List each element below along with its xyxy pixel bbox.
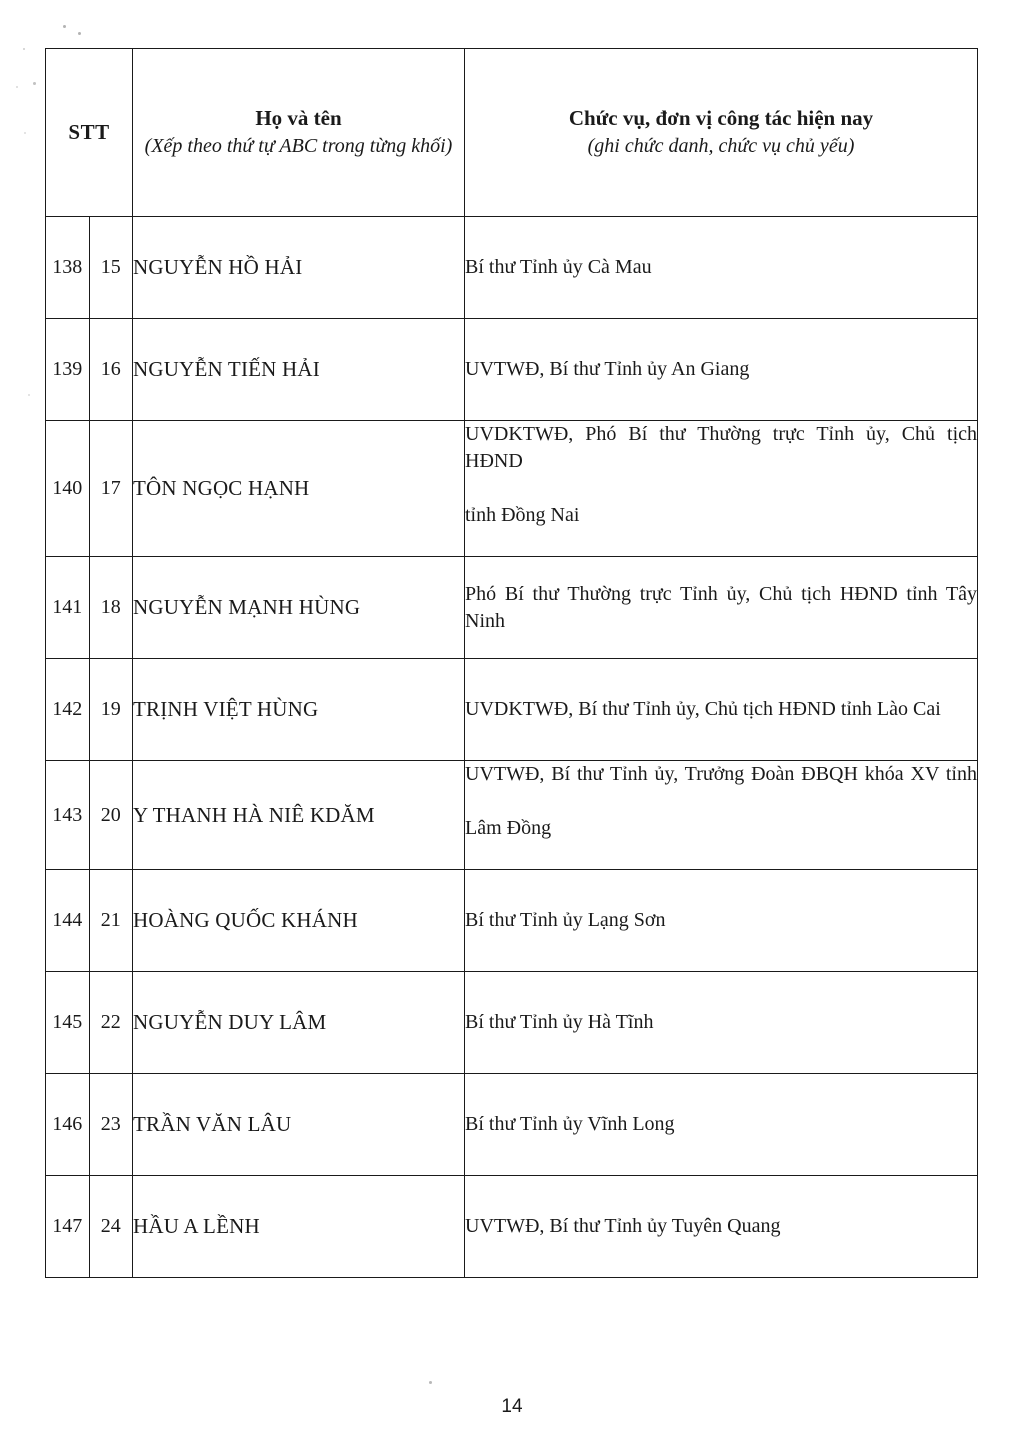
table-row <box>46 870 978 972</box>
table-row <box>46 421 978 557</box>
table-body <box>46 49 978 1278</box>
row-name: NGUYỄN TIẾN HẢI <box>133 319 465 421</box>
row-number: 140 <box>46 421 90 557</box>
table-row <box>46 659 978 761</box>
row-number: 146 <box>46 1074 90 1176</box>
scan-speckle <box>24 132 26 134</box>
header-cell-name <box>133 49 465 217</box>
row-name: TRẦN VĂN LÂU <box>133 1074 465 1176</box>
row-number: 141 <box>46 557 90 659</box>
row-name: TRỊNH VIỆT HÙNG <box>133 659 465 761</box>
row-name: NGUYỄN HỒ HẢI <box>133 217 465 319</box>
scan-speckle <box>16 86 18 88</box>
row-position-line: tỉnh Đồng Nai <box>465 504 580 526</box>
row-position: UVTWĐ, Bí thư Tỉnh ủy Tuyên Quang <box>465 1176 978 1278</box>
table-row <box>46 1074 978 1176</box>
row-number: 147 <box>46 1176 90 1278</box>
row-position-line: UVTWĐ, Bí thư Tỉnh ủy, Trưởng Đoàn ĐBQH khóa XV tỉnh <box>465 763 977 785</box>
table-row <box>46 319 978 421</box>
row-sub-number: 17 <box>89 421 133 557</box>
row-name: HOÀNG QUỐC KHÁNH <box>133 870 465 972</box>
scan-speckle <box>63 25 66 28</box>
row-position <box>465 761 978 870</box>
row-position <box>465 421 978 557</box>
row-name: TÔN NGỌC HẠNH <box>133 421 465 557</box>
header-cell-stt: STT <box>46 49 133 217</box>
row-sub-number: 20 <box>89 761 133 870</box>
row-sub-number: 22 <box>89 972 133 1074</box>
row-position: Phó Bí thư Thường trực Tỉnh ủy, Chủ tịch HĐND tỉnh Tây Ninh <box>465 557 978 659</box>
table-row <box>46 761 978 870</box>
row-number: 144 <box>46 870 90 972</box>
table-row <box>46 972 978 1074</box>
scan-speckle <box>23 48 25 50</box>
header-position-title: Chức vụ, đơn vị công tác hiện nay <box>568 106 874 131</box>
row-name: Y THANH HÀ NIÊ KDĂM <box>133 761 465 870</box>
scan-speckle <box>33 82 36 85</box>
row-sub-number: 18 <box>89 557 133 659</box>
header-position-subtitle: (ghi chức danh, chức vụ chủ yếu) <box>587 135 855 158</box>
header-name-title: Họ và tên <box>255 106 342 131</box>
table-row <box>46 557 978 659</box>
row-position: Bí thư Tỉnh ủy Cà Mau <box>465 217 978 319</box>
page-number: 14 <box>501 1396 523 1417</box>
row-name: NGUYỄN MẠNH HÙNG <box>133 557 465 659</box>
table-header-row <box>46 49 978 217</box>
row-position: UVDKTWĐ, Bí thư Tỉnh ủy, Chủ tịch HĐND tỉnh Lào Cai <box>465 659 978 761</box>
personnel-table <box>45 48 978 1278</box>
row-sub-number: 23 <box>89 1074 133 1176</box>
header-name-subtitle: (Xếp theo thứ tự ABC trong từng khối) <box>144 135 453 158</box>
row-name: NGUYỄN DUY LÂM <box>133 972 465 1074</box>
table-row <box>46 1176 978 1278</box>
row-number: 138 <box>46 217 90 319</box>
row-sub-number: 24 <box>89 1176 133 1278</box>
row-sub-number: 16 <box>89 319 133 421</box>
scan-speckle <box>429 1381 432 1384</box>
row-position: Bí thư Tỉnh ủy Lạng Sơn <box>465 870 978 972</box>
header-cell-position <box>465 49 978 217</box>
row-number: 145 <box>46 972 90 1074</box>
row-position: Bí thư Tỉnh ủy Hà Tĩnh <box>465 972 978 1074</box>
row-number: 139 <box>46 319 90 421</box>
row-sub-number: 21 <box>89 870 133 972</box>
row-sub-number: 15 <box>89 217 133 319</box>
row-position: Bí thư Tỉnh ủy Vĩnh Long <box>465 1074 978 1176</box>
row-sub-number: 19 <box>89 659 133 761</box>
row-number: 142 <box>46 659 90 761</box>
table-row <box>46 217 978 319</box>
scan-speckle <box>28 394 30 396</box>
row-name: HẦU A LỀNH <box>133 1176 465 1278</box>
row-position: UVTWĐ, Bí thư Tỉnh ủy An Giang <box>465 319 978 421</box>
row-number: 143 <box>46 761 90 870</box>
row-position-line: UVDKTWĐ, Phó Bí thư Thường trực Tỉnh ủy, Chủ tịch HĐND <box>465 423 977 472</box>
scan-speckle <box>78 32 81 35</box>
row-position-line: Lâm Đồng <box>465 817 552 839</box>
